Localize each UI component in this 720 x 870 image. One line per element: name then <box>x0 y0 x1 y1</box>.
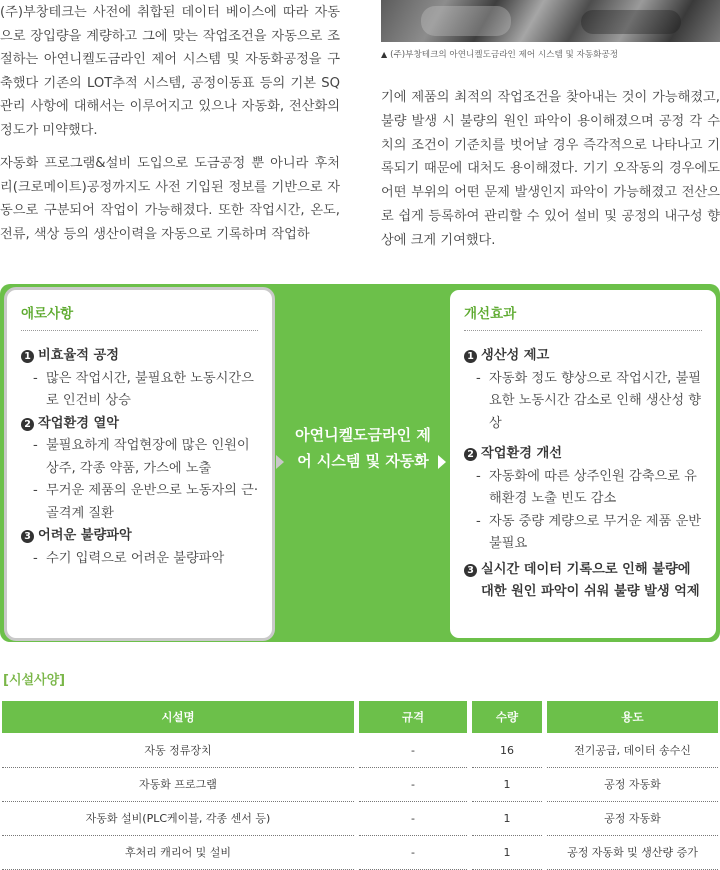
table-header-use: 용도 <box>547 701 718 733</box>
table-row-cell-name: 자동화 설비(PLC케이블, 각종 센서 등) <box>2 802 354 836</box>
number-badge-icon: 1 <box>21 350 34 363</box>
table-row-cell-name: 후처리 캐리어 및 설비 <box>2 836 354 870</box>
improvements-title: 개선효과 <box>464 306 517 322</box>
intro-paragraph-1: (주)부창테크는 사전에 취합된 데이터 베이스에 따라 자동으로 장입량을 계량하고 그에 맞는 작업조건을 자동으로 조절하는 아연니켈도금라인 제어 시스템 및 자동화공정을 구축했다 기존의 LOT추적 시스템, 공정이동표 등의 기본 SQ관리 사항에 대해서는 이루어지고 있으나 자동화, 전산화의 정도가 미약했다. <box>0 5 340 138</box>
dash-icon: - <box>33 370 38 386</box>
facility-section-label: [시설사양] <box>3 673 66 688</box>
list-item-sub-text: 무거운 제품의 운반으로 노동자의 근·골격계 질환 <box>46 483 259 521</box>
list-item-heading-text: 작업환경 열악 <box>38 415 120 431</box>
difficulties-box <box>4 287 275 641</box>
difficulties-list <box>7 331 272 570</box>
list-item-heading <box>464 443 704 466</box>
list-item-heading <box>464 345 704 368</box>
list-item-sub-text: 자동화 정도 향상으로 작업시간, 불필요한 노동시간 감소로 인해 생산성 향상 <box>489 370 702 431</box>
intro-paragraph-2: 자동화 프로그램&설비 도입으로 도금공정 뿐 아니라 후처리(크로메이트)공정까지도 사전 기입된 정보를 기반으로 자동으로 구분되어 작업이 가능해졌다. 또한 작업시간, 온도, 전류, 색상 등의 생산이력을 자동으로 기록하며 작업하 <box>0 156 340 242</box>
photo-caption <box>381 48 618 60</box>
list-item-sub-text: 자동 중량 계량으로 무거운 제품 운반 불필요 <box>489 513 702 551</box>
list-item-heading <box>21 345 260 368</box>
list-item-sub <box>21 480 260 525</box>
improvements-box <box>447 287 719 641</box>
list-item-sub <box>21 548 260 571</box>
table-row-cell-spec: - <box>359 768 467 802</box>
table-row-cell-qty: 1 <box>472 836 542 870</box>
intro-paragraph-3: 기에 제품의 최적의 작업조건을 찾아내는 것이 가능해졌고, 불량 발생 시 불량의 원인 파악이 용이해졌으며 공정 각 수치의 조건이 기준치를 벗어날 경우 즉각적으로 나타나고 기록되기 때문에 대처도 용이해졌다. 기기 오작동의 경우에도 어떤 부위의 어떤 문제 발생인지 파악이 가능해졌고 전산으로 쉽게 등록하여 관리할 수 있어 설비 및 공정의 내구성 향상에 크게 기여했다. <box>381 90 720 248</box>
center-title: 아연니켈도금라인 제어 시스템 및 자동화 <box>295 426 431 470</box>
dash-icon: - <box>476 513 481 529</box>
table-row-cell-qty: 1 <box>472 768 542 802</box>
number-badge-icon: 3 <box>464 564 477 577</box>
number-badge-icon: 3 <box>21 530 34 543</box>
list-item-sub-text: 불필요하게 작업현장에 많은 인원이 상주, 각종 약품, 가스에 노출 <box>46 438 250 476</box>
caption-triangle-icon: ▲ <box>381 50 388 59</box>
list-item-heading <box>464 559 704 604</box>
table-row-cell-spec: - <box>359 734 467 768</box>
table-row-cell-spec: - <box>359 836 467 870</box>
list-item-sub-text: 자동화에 따른 상주인원 감축으로 유해환경 노출 빈도 감소 <box>489 468 697 506</box>
factory-photo <box>381 0 720 42</box>
list-item-sub <box>464 466 704 511</box>
list-item-heading-text: 작업환경 개선 <box>481 446 563 461</box>
table-row-cell-spec: - <box>359 802 467 836</box>
table-header-name: 시설명 <box>2 701 354 733</box>
improvements-list <box>450 331 716 604</box>
table-row-cell-use: 공정 자동화 <box>547 802 718 836</box>
list-item-heading-text: 어려운 불량파악 <box>38 528 132 543</box>
table-row-cell-name: 자동 정류장치 <box>2 734 354 768</box>
dash-icon: - <box>476 468 481 484</box>
dash-icon: - <box>33 438 38 453</box>
number-badge-icon: 2 <box>21 418 34 431</box>
dash-icon: - <box>33 550 38 566</box>
list-item-heading-text: 비효율적 공정 <box>38 348 120 363</box>
photo-caption-text: (주)부창테크의 아연니켈도금라인 제어 시스템 및 자동화공정 <box>390 50 619 60</box>
dash-icon: - <box>33 483 38 498</box>
intro-right-column <box>381 86 720 253</box>
difficulties-title: 애로사항 <box>21 306 74 322</box>
list-item-heading <box>21 413 260 436</box>
intro-left-column <box>0 0 340 256</box>
list-item-sub <box>464 368 704 436</box>
table-row-cell-qty: 16 <box>472 734 542 768</box>
list-item-heading-text: 생산성 제고 <box>481 348 550 363</box>
list-item-sub <box>21 368 260 413</box>
number-badge-icon: 2 <box>464 448 477 461</box>
table-header-qty: 수량 <box>472 701 542 733</box>
table-row-cell-use: 공정 자동화 및 생산량 증가 <box>547 836 718 870</box>
table-row-cell-qty: 1 <box>472 802 542 836</box>
list-item-sub-text: 수기 입력으로 어려운 불량파악 <box>46 550 225 566</box>
table-row-cell-use: 공정 자동화 <box>547 768 718 802</box>
arrow-left-icon <box>276 455 284 469</box>
number-badge-icon: 1 <box>464 350 477 363</box>
dash-icon: - <box>476 370 481 386</box>
list-item-sub-text: 많은 작업시간, 불필요한 노동시간으로 인건비 상승 <box>46 370 254 408</box>
table-row-cell-name: 자동화 프로그램 <box>2 768 354 802</box>
list-item-sub <box>21 435 260 480</box>
list-item-sub <box>464 511 704 556</box>
arrow-right-icon <box>438 455 446 469</box>
list-item-heading <box>21 525 260 548</box>
table-header-spec: 규격 <box>359 701 467 733</box>
table-row-cell-use: 전기공급, 데이터 송수신 <box>547 734 718 768</box>
list-item-heading-text: 실시간 데이터 기록으로 인해 불량에 대한 원인 파악이 쉬워 불량 발생 억제 <box>481 561 700 599</box>
